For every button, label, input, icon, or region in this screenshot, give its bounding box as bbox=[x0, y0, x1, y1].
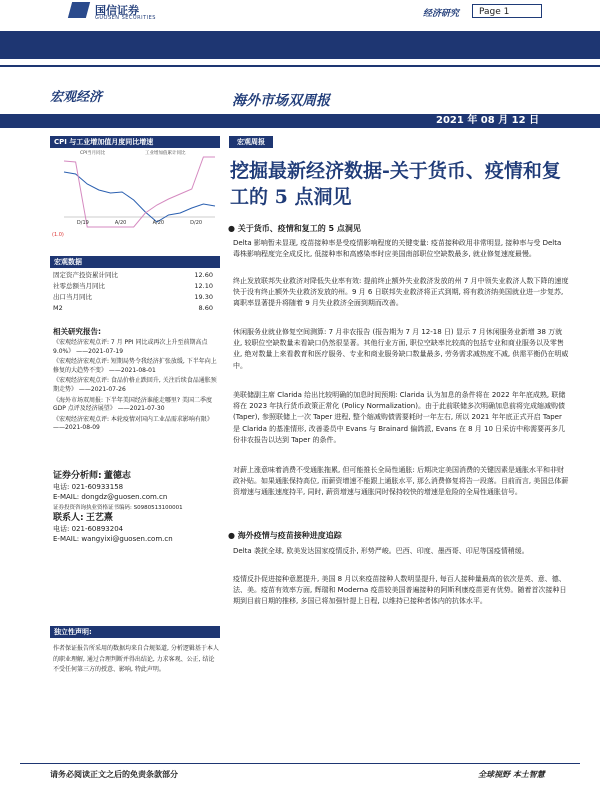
contact-tel: 021-60893204 bbox=[71, 524, 124, 533]
x-tick-label: A/20 bbox=[114, 220, 127, 226]
header-divider bbox=[0, 65, 600, 67]
report-date: 2021 年 08 月 12 日 bbox=[436, 115, 540, 126]
subheading-1: ● 关于货币、疫情和复工的 5 点洞见 bbox=[228, 224, 361, 233]
paragraph-1: Delta 影响暂未显现, 疫苗接种率是受疫情影响程度的关键变量: 疫苗接种政用非常明显, 接种率与受 Delta 毒株影响程度完全成反比, 低接种率和高感染率时应美国南部职位空缺数最多, 就业修复速度最慢。 bbox=[233, 239, 562, 259]
macro-label: 固定资产投资累计同比 bbox=[53, 271, 118, 279]
paragraph-4: 美联储副主席 Clarida 给出比较明确的加息时间预期: Clarida 认为加息的条件将在 2022 年年底成熟, 联储将在 2023 年执行货币政策正常化 (Policy Normalization)。由于此前联储多次明确加息前将完成缩减购债 (Taper), 参照联储上一次 Taper 进程, 整个缩减购债需要耗时一年左右, 所以 2021 年年底正式开启 Taper 是 Clarida 的基准情形, 改善委员中 Evans 与 Brainard 偏鸽派, Evans 在 8 月 10 日采访中称需要再多几份非农报告以达到 Taper 的条件。 bbox=[233, 391, 566, 444]
x-tick-label: D/19 bbox=[76, 220, 89, 226]
macro-label: M2 bbox=[53, 304, 63, 312]
declaration-text: 作者保证报告所采用的数据均来自合规渠道, 分析逻辑基于本人的职业理解, 通过合理判断并得出结论, 力求客观、公正, 结论不受任何第三方的授意、影响, 特此声明。 bbox=[53, 645, 219, 673]
related-title: 相关研究报告: bbox=[53, 327, 101, 336]
series-line-2 bbox=[64, 157, 215, 227]
paragraph-5: 对薪上涨意味着消费不受通胀拖累, 但可能推长全局性通胀: 后期决定美国消费的关键因素是通胀水平和非财政补贴。如果通胀保持高位, 而薪资增速不能跟上通胀水平, 那么消费修复将告一段落。目前而言, 美国总体薪资增速与通胀速度持平, 同时, 薪资增速与通胀同时保持较快的增速是危险的全局性通胀信号。 bbox=[233, 466, 569, 497]
paragraph-3: 休闲服务业就业修复空间测算: 7 月非农报告 (报告期为 7 月 12-18 日) 显示 7 月休闲服务业新增 38 万就业, 较职位空缺数量未看缺口仍然很显著。其他行业方面, 职位空缺率比较高的包括专业和商业服务以及零售业, 绝对数量上来看教育和医疗服务、专业和商业服务缺口数量最多, 劳务需求减热度不减, 供需平衡仍在明威中。 bbox=[233, 328, 569, 370]
subheading-1-text: 关于货币、疫情和复工的 5 点洞见 bbox=[237, 224, 361, 233]
section-label: 宏观经济 bbox=[50, 90, 103, 105]
macro-value: 12.60 bbox=[194, 271, 213, 279]
analyst-tel: 021-60933158 bbox=[71, 482, 124, 491]
analyst-email[interactable]: dongdz@guosen.com.cn bbox=[81, 493, 168, 501]
logo-mark-icon bbox=[68, 2, 90, 18]
legend-label: CPI当月同比 bbox=[80, 151, 106, 156]
footer-slogan: 全球视野 本土智慧 bbox=[478, 770, 545, 779]
macro-row bbox=[53, 292, 218, 302]
tel-label: 电话: bbox=[53, 482, 70, 491]
macro-row bbox=[53, 270, 218, 280]
legend-label: 工业增加值累计同比 bbox=[145, 151, 186, 156]
analyst-block bbox=[53, 471, 223, 545]
header-tag: 经济研究 bbox=[423, 9, 460, 19]
chart-title: CPI 与工业增加值月度同比增速 bbox=[50, 136, 220, 148]
macro-value: 8.60 bbox=[198, 304, 213, 312]
related-list bbox=[53, 339, 221, 433]
related-item[interactable]: 《宏观经济宏观点评: 短期局势令我经济扩张放缓, 下半年向上修复的大趋势不变》 ——2021-08-01 bbox=[53, 358, 217, 374]
analyst-label: 证券分析师: bbox=[53, 471, 102, 481]
logo-cn: 国信证券 bbox=[95, 4, 139, 17]
x-tick-label: A/20 bbox=[152, 220, 165, 226]
logo-en: GUOSEN SECURITIES bbox=[95, 15, 156, 21]
paragraph-7: 疫情反扑促进接种意愿提升, 美国 8 月以来疫苗接种人数明显提升, 每百人接种量最高的依次是英、意、德、法、美。疫苗有效率方面, 辉瑞和 Moderna 疫苗较美国普遍接种的阿斯利康疫苗更有优势。随着首次接种日期到目前日期的推移, 多国已将加强针提上日程, 以维持已接种者体内的抗体水平。 bbox=[233, 575, 567, 606]
subheading-2: ● 海外疫情与疫苗接种进度追踪 bbox=[228, 531, 342, 540]
contact-name: 王艺熹 bbox=[85, 513, 113, 523]
cpi-chart bbox=[50, 147, 220, 239]
subheading-2-text: 海外疫情与疫苗接种进度追踪 bbox=[237, 531, 342, 540]
email-label: E-MAIL: bbox=[53, 493, 80, 501]
related-item[interactable]: 《宏观经济宏观点评: 本轮疫情对国内工业品需求影响有限》 ——2021-08-09 bbox=[53, 415, 213, 432]
series-line-1 bbox=[64, 172, 215, 222]
declaration-title: 独立性声明: bbox=[50, 626, 220, 638]
x-tick-label: D/20 bbox=[190, 220, 203, 226]
macro-label: 社零总额当月同比 bbox=[53, 282, 105, 290]
paragraph-6: Delta 袭扰全球, 欧美发达国家疫情反扑, 形势严峻。巴西、印度、墨西哥、印尼等国疫情稍缓。 bbox=[233, 547, 529, 555]
related-item[interactable]: 《宏观经济宏观点评: 食品价格止跌回升, 关注后续食品通胀预期走势》 ——2021-07-26 bbox=[53, 377, 217, 393]
macro-value: 12.10 bbox=[194, 282, 213, 290]
tel-label: 电话: bbox=[53, 524, 70, 533]
macro-title: 宏观数据 bbox=[50, 256, 220, 268]
page-number: Page 1 bbox=[472, 4, 542, 18]
footer-divider bbox=[20, 763, 580, 764]
macro-row bbox=[53, 303, 218, 313]
email-label: E-MAIL: bbox=[53, 535, 80, 543]
macro-value: 19.30 bbox=[194, 293, 213, 301]
footer-disclaimer[interactable]: 请务必阅读正文之后的免责条款部分 bbox=[50, 770, 178, 779]
macro-label: 出口当月同比 bbox=[53, 293, 92, 301]
report-type-tag: 宏观周报 bbox=[229, 136, 273, 148]
contact-label: 联系人: bbox=[53, 513, 84, 523]
related-item[interactable]: 《宏观经济宏观点评: 7 月 PPI 同比或再次上升至前期高点 9.0%》 ——2021-07-19 bbox=[53, 339, 208, 355]
y-min-label: (1.0) bbox=[52, 232, 64, 238]
analyst-name: 董德志 bbox=[103, 471, 131, 481]
report-title: 挖掘最新经济数据-关于货币、疫情和复工的 5 点洞见 bbox=[230, 160, 561, 208]
related-item[interactable]: 《海外市场双周报: 下半年美国经济谁能走哪里? 美国二季度 GDP 点评及经济展望》 ——2021-07-30 bbox=[53, 396, 213, 413]
macro-row bbox=[53, 281, 218, 291]
header-band bbox=[0, 31, 600, 59]
analyst-cert: 证券投资咨询执业资格证书编码: S0980513100001 bbox=[53, 504, 183, 511]
section-title: 海外市场双周报 bbox=[232, 93, 330, 109]
contact-email[interactable]: wangyixi@guosen.com.cn bbox=[81, 535, 173, 543]
paragraph-2: 终止发放联邦失业救济对降低失业率有效: 提前终止额外失业救济发放的州 7 月中领失业救济人数下降的速度快于没有终止额外失业救济发放的州。9 月 6 日联邦失业救济将正式到期, 将有救济纳美国就业进一步复苏, 离职率显著提升将随着 9 月失业救济全面到期而改善。 bbox=[233, 277, 569, 308]
